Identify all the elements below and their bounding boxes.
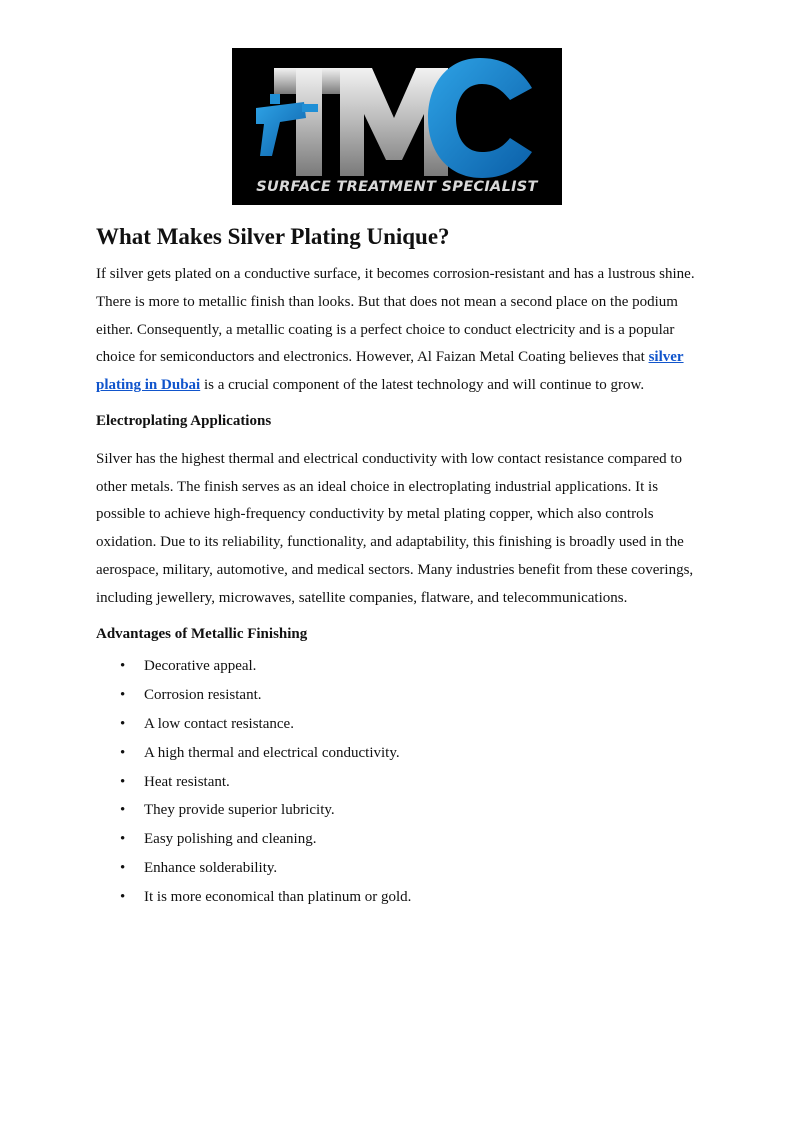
list-item (96, 883, 700, 912)
list-item-text: Easy polishing and cleaning. (144, 831, 317, 848)
list-item-text: They provide superior lubricity. (144, 802, 335, 819)
list-item (96, 681, 700, 710)
intro-text-before-link: If silver gets plated on a conductive surface, it becomes corrosion-resistant and has a lustrous shine. There is more to metallic finish than looks. But that does not mean a second place on the podium either. Consequently, a metallic coating is a perfect choice to conduct electricity and is a popular choice for semiconductors and electronics. However, Al Faizan Metal Coating believes that (96, 266, 695, 366)
list-item (96, 796, 700, 825)
bullet-icon: • (120, 802, 126, 819)
list-item (96, 825, 700, 854)
list-item-text: Enhance solderability. (144, 859, 278, 876)
list-item (96, 768, 700, 797)
logo-letter-c (428, 58, 532, 178)
advantages-list (96, 652, 700, 911)
list-item-text: Decorative appeal. (144, 658, 257, 675)
bullet-icon: • (120, 888, 126, 905)
list-item-text: It is more economical than platinum or gold. (144, 888, 412, 905)
bullet-icon: • (120, 831, 126, 848)
list-item (96, 739, 700, 768)
list-item-text: Heat resistant. (144, 773, 230, 790)
list-item-text: A low contact resistance. (144, 715, 294, 732)
company-logo (232, 48, 562, 205)
logo-letter-t (274, 68, 346, 176)
article-title: What Makes Silver Plating Unique? (96, 224, 450, 249)
bullet-icon: • (120, 687, 126, 704)
list-item-text: Corrosion resistant. (144, 687, 262, 704)
bullet-icon: • (120, 658, 126, 675)
electroplating-applications-paragraph: Silver has the highest thermal and electrical conductivity with low contact resistance compared to other metals. The finish serves as an ideal choice in electroplating industrial applications. It is possible to achieve high-frequency conductivity by metal plating copper, which also controls oxidation. Due to its reliability, functionality, and adaptability, this finishing is broadly used in the aerospace, military, automotive, and medical sectors. Many industries benefit from these coverings, including jewellery, microwaves, satellite companies, flatware, and telecommunications. (96, 450, 694, 606)
bullet-icon: • (120, 859, 126, 876)
list-item (96, 710, 700, 739)
logo-tagline: SURFACE TREATMENT SPECIALIST (256, 179, 538, 195)
intro-text-after-link: is a crucial component of the latest technology and will continue to grow. (200, 377, 645, 394)
electroplating-applications-heading: Electroplating Applications (96, 412, 272, 429)
list-item (96, 854, 700, 883)
bullet-icon: • (120, 773, 126, 790)
list-item (96, 652, 700, 681)
silver-plating-dubai-link[interactable]: silver plating in Dubai (96, 349, 684, 394)
bullet-icon: • (120, 715, 126, 732)
article (96, 222, 700, 912)
bullet-icon: • (120, 744, 126, 761)
intro-paragraph (96, 261, 700, 400)
list-item-text: A high thermal and electrical conductivity. (144, 744, 400, 761)
advantages-heading: Advantages of Metallic Finishing (96, 625, 308, 642)
